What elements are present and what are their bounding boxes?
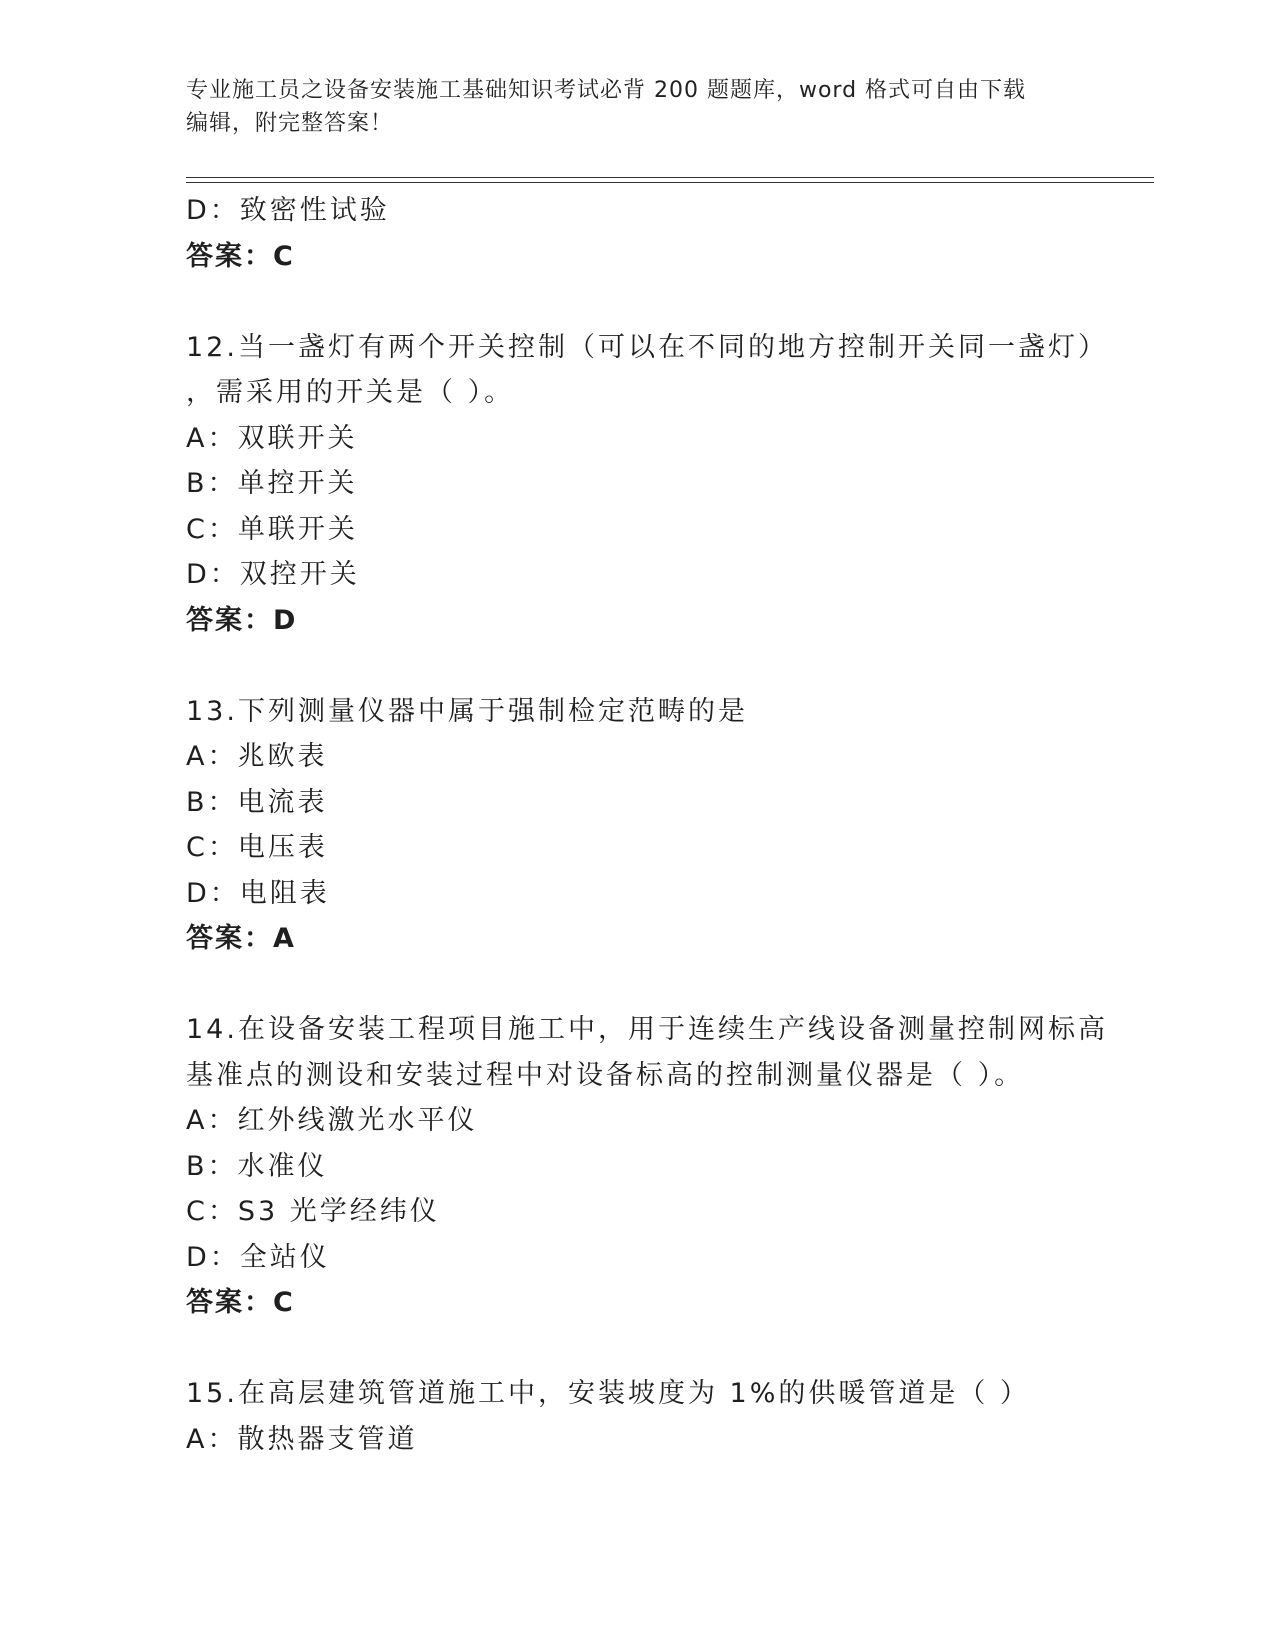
prev-question-answer: 答案：C [186,240,295,272]
answer: 答案：C [186,1287,295,1318]
prev-question-option-d: D：致密性试验 [186,195,390,226]
option-b: B：单控开关 [186,468,358,499]
option-d: D：全站仪 [186,1241,330,1273]
header-title-line-2: 编辑，附完整答案！ [186,111,394,136]
spacer [186,279,1086,325]
question-12 [186,325,1108,644]
question-stem: 12.当一盏灯有两个开关控制（可以在不同的地方控制开关同一盏灯） [186,331,1108,363]
option-b: B：水准仪 [186,1150,328,1182]
header-title-line-1: 专业施工员之设备安装施工基础知识考试必背 200 题题库，word 格式可自由下载 [186,78,1027,103]
spacer [186,1326,1086,1372]
option-d: D：双控开关 [186,559,360,590]
question-stem-continued: 基准点的测设和安装过程中对设备标高的控制测量仪器是（ ）。 [186,1059,1025,1091]
option-a: A：兆欧表 [186,741,328,772]
spacer [186,643,1086,689]
option-c: C：S3 光学经纬仪 [186,1196,440,1227]
spacer [186,962,1086,1008]
option-c: C：单联开关 [186,513,358,545]
option-b: B：电流表 [186,786,328,818]
answer: 答案：D [186,604,298,636]
answer: 答案：A [186,923,296,954]
option-a: A：散热器支管道 [186,1423,418,1455]
header-divider-top [186,177,1154,178]
page-header [186,74,1086,140]
question-stem: 15.在高层建筑管道施工中，安装坡度为 1%的供暖管道是（ ） [186,1378,1030,1409]
question-stem-continued: ，需采用的开关是（ ）。 [186,377,515,408]
header-divider-bottom [186,182,1154,183]
option-a: A：红外线激光水平仪 [186,1105,478,1136]
question-14 [186,1007,1108,1326]
question-list [186,188,1108,1462]
question-13 [186,689,1086,962]
question-stem: 14.在设备安装工程项目施工中，用于连续生产线设备测量控制网标高 [186,1014,1108,1045]
option-c: C：电压表 [186,832,328,863]
option-d: D：电阻表 [186,877,330,909]
option-a: A：双联开关 [186,422,358,454]
question-stem: 13.下列测量仪器中属于强制检定范畴的是 [186,695,748,727]
question-15 [186,1371,1086,1462]
